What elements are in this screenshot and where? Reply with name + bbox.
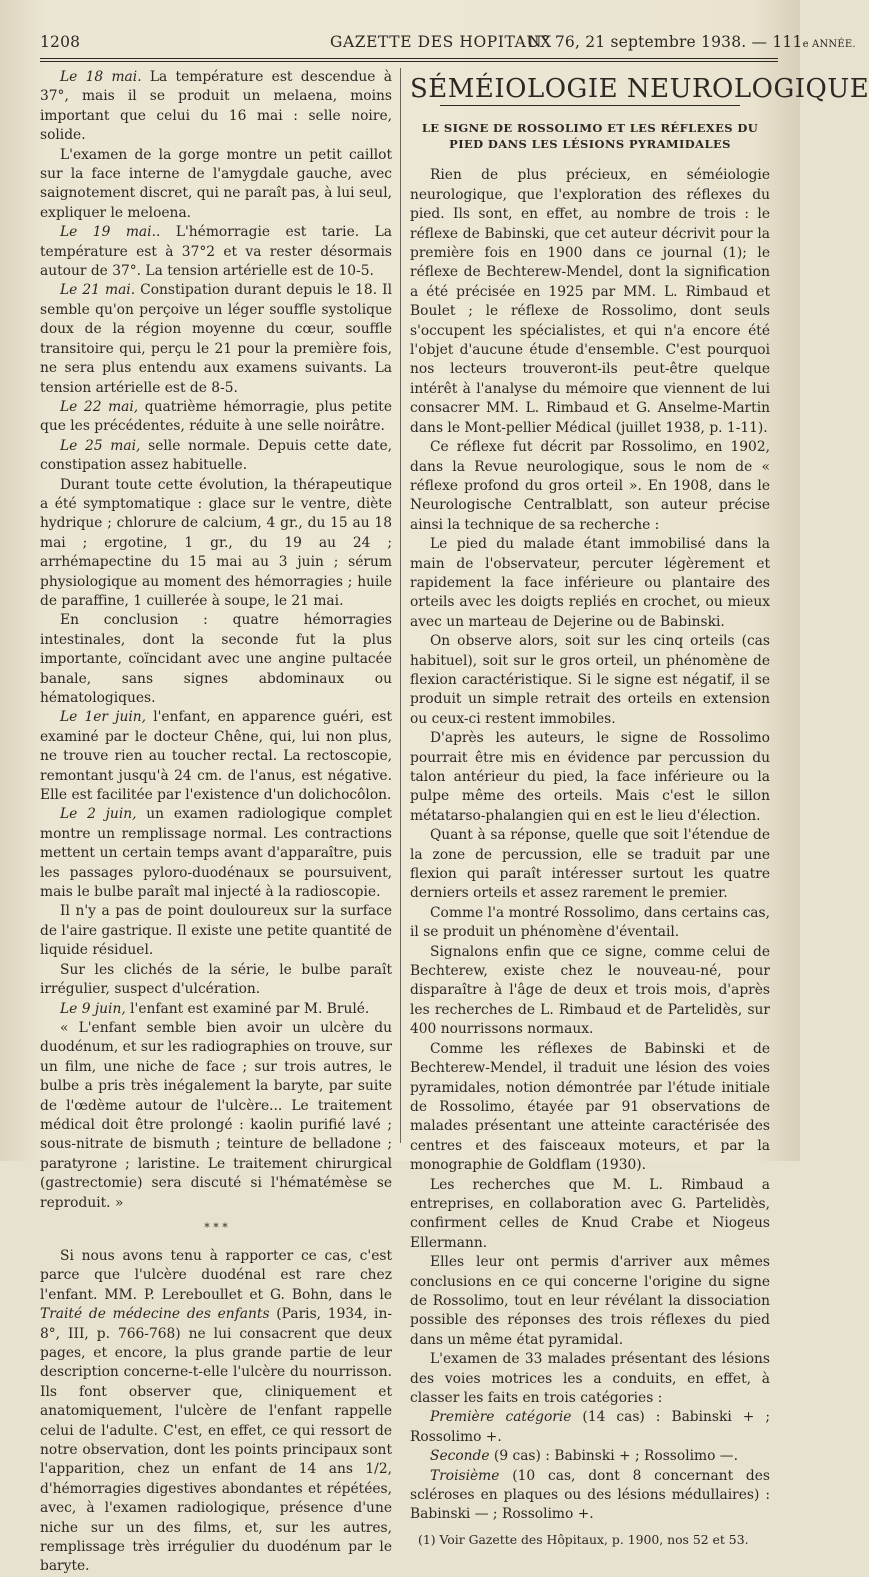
right-paragraph: Les recherches que M. L. Rimbaud a entreprises, en collaboration avec G. Partelidès, confirment celles de Knud Crabe et Niogeus Ellermann. [410,1176,770,1251]
closing-text: Si nous avons tenu à rapporter ce cas, c'est parce que l'ulcère duodénal est rare chez l'enfant. MM. P. Lereboullet et G. Bohn, dans le [40,1247,392,1303]
issue-suffix: e ANNÉE. [802,39,856,50]
section-title: SÉMÉIOLOGIE NEUROLOGIQUE [410,74,869,104]
right-column [410,68,869,1548]
paragraph-text: quatrième hémorragie, plus petite que les précédentes, réduite à une selle noirâtre. [40,398,392,435]
left-paragraph [40,68,392,146]
closing-text: (Paris, 1934, in-8°, III, p. 766-768) ne lui consacrent que deux pages, et encore, la plus grande partie de leur description concerne-t-elle l'ulcère du nourrisson. Ils font observer que, cliniquement et anatomiquement, l'ulcère de l'enfant rappelle celui de l'adulte. C'est, en effet, ce qui ressort de notre observation, dont les points principaux sont l'apparition, chez un enfant de 14 ans 1/2, d'hémorragies digestives abondantes et répétées, avec, à l'examen radiologique, présence d'une niche sur un des films, et, sur les autres, remplissage très irrégulier du duodénum par le baryte. [40,1306,392,1575]
column-divider [400,68,401,1143]
left-paragraph [40,146,392,224]
paragraph-text: Sur les clichés de la série, le bulbe paraît irrégulier, suspect d'ulcération. [40,961,392,998]
paragraph-date: Le 22 mai, [60,398,139,415]
category-label: Première catégorie [430,1409,572,1426]
category-item [410,1447,770,1466]
closing-paragraphs [40,1247,392,1577]
header-rule [40,58,778,59]
left-paragraph [40,805,392,902]
issue-text: N° 76, 21 septembre 1938. — 111 [528,33,803,51]
category-label: Seconde [430,1448,490,1465]
paragraph-date: Le 9 juin, [60,1000,126,1017]
paragraph-date: Le 19 mai.. [60,224,161,241]
paragraph-text: Il n'y a pas de point douloureux sur la surface de l'aire gastrique. Il existe une petite quantité de liquide résiduel. [40,903,392,959]
right-paragraph: Signalons enfin que ce signe, comme celui de Bechterew, existe chez le nouveau-né, pour disparaître à l'âge de deux et trois mois, d'après les recherches de L. Rimbaud et de Partelidès, sur 400 nourrissons normaux. [410,943,770,1038]
article-title: LE SIGNE DE ROSSOLIMO ET LES RÉFLEXES DU PIED DANS LES LÉSIONS PYRAMIDALES [421,121,759,152]
left-paragraph [40,223,392,281]
left-paragraph [40,1019,392,1213]
right-paragraph: Elles leur ont permis d'arriver aux mêmes conclusions en ce qui concerne l'origine du signe de Rossolimo, tout en leur révélant la dissociation possible des réponses des trois réflexes du pied dans un même état pyramidal. [410,1254,770,1348]
paragraph-date: Le 2 juin, [60,806,137,823]
left-paragraph [40,398,392,437]
paragraph-text: Durant toute cette évolution, la thérapeutique a été symptomatique : glace sur le ventre, diète hydrique ; chlorure de calcium, 4 gr., du 15 au 18 mai ; ergotine, 1 gr., du 19 au 24 ; arrhémapectine du 15 mai au 3 juin ; sérum physiologique au moment des hémorragies ; huile de paraffine, 1 cuillerée à soupe, le 21 mai. [40,476,392,609]
paragraph-text: Constipation durant depuis le 18. Il semble qu'on perçoive un léger souffle systolique doux de la région moyenne du cœur, souffle transitoire qui, perçu le 21 pour la première fois, ne sera plus entendu aux examens suivants. La tension artérielle est de 8-5. [40,282,392,396]
paragraph-date: Le 18 mai. [60,69,142,85]
page-number: 1208 [40,33,81,51]
left-paragraph [40,437,392,476]
page-header [40,33,856,55]
left-paragraph [40,708,392,805]
paragraph-text: La température est descendue à 37°, mais il se produit un melaena, moins important que celui du 16 mai : selle noire, solide. [40,69,392,144]
left-paragraph [40,1000,392,1019]
journal-title: GAZETTE DES HOPITAUX [330,33,552,51]
category-text: (9 cas) : Babinski + ; Rossolimo —. [489,1448,738,1465]
closing-paragraph [40,1247,392,1577]
category-label: Troisième [430,1467,500,1484]
right-paragraph: L'examen de 33 malades présentant des lésions des voies motrices les a conduits, en effet, à classer les faits en trois catégories : [410,1351,770,1406]
left-paragraph [40,476,392,612]
paragraph-text: un examen radiologique complet montre un remplissage normal. Les contractions mettent un certain temps avant d'apparaître, puis les passages pyloro-duodénaux se poursuivent, mais le bulbe paraît mal injecté à la radioscopie. [40,806,392,901]
category-text: (14 cas) : Babinski + ; Rossolimo +. [410,1409,770,1445]
section-title-rule [440,105,740,106]
left-paragraph [40,281,392,397]
right-paragraph: Comme les réflexes de Babinski et de Bechterew-Mendel, il traduit une lésion des voies pyramidales, notion démontrée par l'étude initiale de Rossolimo, étayée par 91 observations de malades présentant une atteinte caractérisée des centres et des faisceaux moteurs, et par la monographie de Goldflam (1930). [410,1040,770,1174]
right-paragraph: Comme l'a montré Rossolimo, dans certains cas, il se produit un phénomène d'éventail. [410,904,770,941]
category-list [410,1408,770,1524]
section-separator: * * * [204,1220,228,1234]
cited-title: Traité de médecine des enfants [40,1306,270,1323]
left-paragraphs [40,68,392,1213]
right-paragraph: Ce réflexe fut décrit par Rossolimo, en 1902, dans la Revue neurologique, sous le nom de « réflexe profond du gros orteil ». En 1908, dans le Neurologische Centralblatt, son auteur précise ainsi la technique de sa recherche : [410,439,770,533]
paragraph-text: L'hémorragie est tarie. La température est à 37°2 et va rester désormais autour de 37°. La tension artérielle est de 10-5. [40,224,392,280]
category-item [410,1408,770,1447]
right-paragraphs [410,166,770,1408]
right-paragraph: D'après les auteurs, le signe de Rossolimo pourrait être mis en évidence par percussion du talon antérieur du pied, la face inférieure ou la pulpe même des orteils. Mais c'est le sillon métatarso-phalangien qui en est le lieu d'élection. [410,730,770,824]
left-paragraph [40,611,392,708]
paragraph-date: Le 21 mai. [60,282,136,299]
paragraph-text: L'examen de la gorge montre un petit caillot sur la face interne de l'amygdale gauche, avec saignotement discret, qui ne paraît pas, à lui seul, expliquer le meloena. [40,146,392,221]
paragraph-text: l'enfant, en apparence guéri, est examiné par le docteur Chêne, qui, lui non plus, ne trouve rien au toucher rectal. La rectoscopie, remontant jusqu'à 24 cm. de l'anus, est négative. Elle est facilitée par l'existence d'un dolichocôlon. [40,709,392,804]
left-paragraph [40,961,392,1000]
header-rule-thin [40,61,778,62]
left-column [40,68,392,1577]
right-paragraph: Quant à sa réponse, quelle que soit l'étendue de la zone de percussion, elle se traduit par une flexion qui paraît intéresser surtout les quatre derniers orteils et assez rarement le premier. [410,827,770,902]
category-item [410,1467,770,1525]
right-paragraph: On observe alors, soit sur les cinq orteils (cas habituel), soit sur le gros orteil, un phénomène de flexion caractéristique. Si le signe est négatif, il se produit un simple retrait des orteils en extension ou ceux-ci restent immobiles. [410,633,770,727]
paragraph-text: l'enfant est examiné par M. Brulé. [125,1000,370,1017]
paragraph-text: selle normale. Depuis cette date, constipation assez habituelle. [40,437,392,474]
paragraph-date: Le 1er juin, [60,709,147,726]
paragraph-date: Le 25 mai, [60,437,141,454]
right-paragraph: Rien de plus précieux, en séméiologie neurologique, que l'exploration des réflexes du pied. Ils sont, en effet, au nombre de trois : le réflexe de Babinski, que cet auteur décrivit pour la première fois en 1900 dans ce journal (1); le réflexe de Bechterew-Mendel, dont la signification a été précisée en 1925 par MM. L. Rimbaud et Boulet ; le réflexe de Rossolimo, dont seuls s'occupent les spécialistes, et qui n'a encore été l'objet d'aucune étude d'ensemble. C'est pourquoi nos lecteurs trouveront-ils peut-être quelque intérêt à l'analyse du mémoire que viennent de lui consacrer MM. L. Rimbaud et G. Anselme-Martin dans le Mont-pellier Médical (juillet 1938, p. 1-11). [410,167,770,436]
category-text: (10 cas, dont 8 concernant des scléroses en plaques ou des lésions médullaires) : Babinski — ; Rossolimo +. [410,1467,770,1523]
issue-info [528,33,856,51]
paragraph-text: En conclusion : quatre hémorragies intestinales, dont la seconde fut la plus importante, coïncidant avec une angine pultacée banale, sans signes abdominaux ou hématologiques. [40,612,392,706]
left-paragraph [40,902,392,960]
paragraph-text: « L'enfant semble bien avoir un ulcère du duodénum, et sur les radiographies on trouve, sur un film, une niche de face ; sur trois autres, le bulbe a pris très inégalement la baryte, par suite de l'œdème autour de l'ulcère... Le traitement médical doit être prolongé : kaolin purifié lavé ; sous-nitrate de bismuth ; teinture de belladone ; paratyrone ; laristine. Le traitement chirurgical (gastrectomie) sera discuté si l'hématémèse se reproduit. » [40,1019,392,1211]
footnote: (1) Voir Gazette des Hôpitaux, p. 1900, nos 52 et 53. [418,1531,749,1547]
right-paragraph: Le pied du malade étant immobilisé dans la main de l'observateur, percuter légèrement et rapidement la face inférieure ou plantaire des orteils avec les doigts repliés en crochet, ou mieux avec un marteau de Dejerine ou de Babinski. [410,536,770,630]
